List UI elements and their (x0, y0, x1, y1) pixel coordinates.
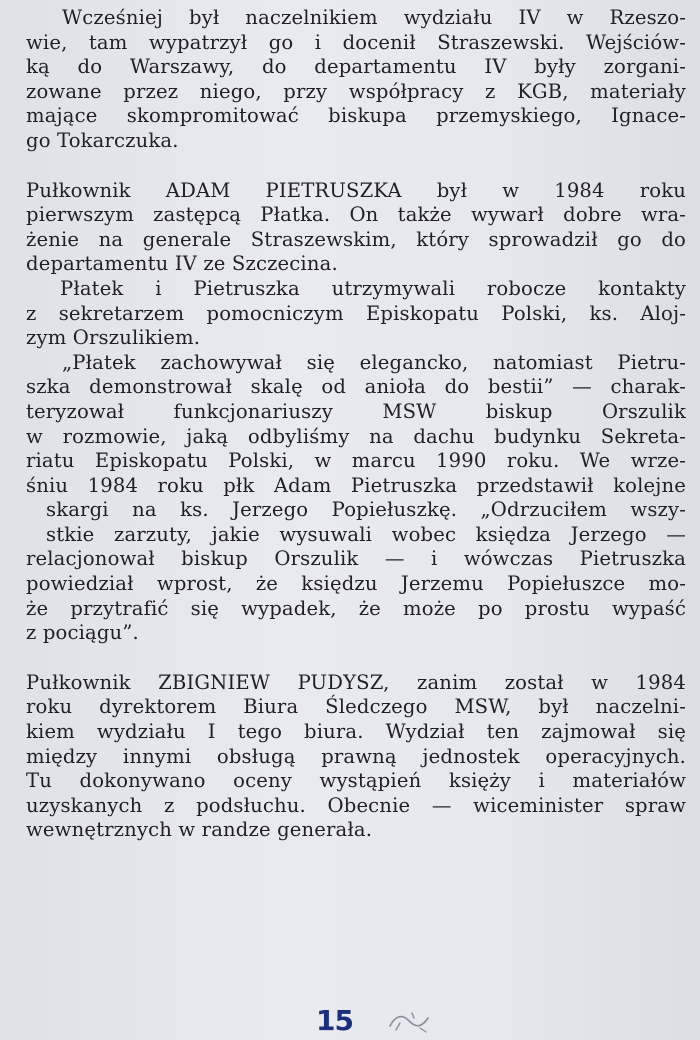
text-line: ką do Warszawy, do departamentu IV były zorgani- (26, 55, 686, 79)
text-line: riatu Episkopatu Polski, w marcu 1990 roku. We wrze- (26, 449, 686, 473)
text-line: powiedział wprost, że księdzu Jerzemu Popiełuszce mo- (26, 572, 686, 596)
text-line: „Płatek zachowywał się elegancko, natomiast Pietru- (62, 350, 686, 374)
text-line: Tu dokonywano oceny wystąpień księży i materiałów (26, 769, 686, 793)
text-line: go Tokarczuka. (26, 128, 179, 152)
text-line: śniu 1984 roku płk Adam Pietruszka przedstawił kolejne (26, 473, 686, 497)
paragraph-contacts (26, 277, 686, 351)
text-line: z pociągu”. (26, 621, 139, 645)
paragraph-pietruszka (26, 179, 686, 277)
paragraph-gap (26, 646, 686, 671)
text-line: wewnętrznych w randze generała. (26, 818, 373, 842)
text-line: wie, tam wypatrzył go i docenił Straszewski. Wejściów- (26, 30, 686, 54)
text-line: w rozmowie, jaką odbyliśmy na dachu budynku Sekreta- (26, 424, 686, 448)
paragraph-biography-intro (26, 6, 686, 154)
text-line: skargi na ks. Jerzego Popiełuszkę. „Odrzuciłem wszy- (46, 498, 686, 522)
text-line: relacjonował biskup Orszulik — i wówczas Pietruszka (26, 547, 686, 571)
text-line: uzyskanych z podsłuchu. Obecnie — wiceminister spraw (26, 793, 686, 817)
pencil-scribble-icon (386, 1008, 432, 1036)
text-line: szka demonstrował skalę od anioła do bestii” — charak- (26, 375, 686, 399)
text-line: mające skompromitować biskupa przemyskiego, Ignace- (26, 104, 686, 128)
paragraph-orszulik-quote (26, 351, 686, 646)
text-line: że przytrafić się wypadek, że może po prostu wypaść (26, 596, 686, 620)
text-line: żenie na generale Straszewskim, który sprowadził go do (26, 227, 686, 251)
text-line: stkie zarzuty, jakie wysuwali wobec księdza Jerzego — (46, 522, 686, 546)
text-line: zym Orszulikiem. (26, 326, 201, 350)
text-line: zowane przez niego, przy współpracy z KGB, materiały (26, 79, 686, 103)
text-line: kiem wydziału I tego biura. Wydział ten zajmował się (26, 720, 686, 744)
paragraph-pudysz (26, 671, 686, 843)
text-line: z sekretarzem pomocniczym Episkopatu Polski, ks. Aloj- (26, 301, 686, 325)
text-line: teryzował funkcjonariuszy MSW biskup Orszulik (26, 399, 686, 423)
text-line: Płatek i Pietruszka utrzymywali robocze kontakty (60, 276, 686, 300)
text-line: między innymi obsługą prawną jednostek operacyjnych. (26, 744, 686, 768)
text-line: Pułkownik ZBIGNIEW PUDYSZ, zanim został w 1984 (26, 670, 686, 694)
text-line: pierwszym zastępcą Płatka. On także wywarł dobre wra- (26, 203, 686, 227)
paragraph-gap (26, 154, 686, 179)
text-line: departamentu IV ze Szczecina. (26, 252, 338, 276)
text-line: Pułkownik ADAM PIETRUSZKA był w 1984 roku (26, 178, 686, 202)
text-line: Wcześniej był naczelnikiem wydziału IV w Rzeszo- (62, 6, 686, 29)
text-line: roku dyrektorem Biura Śledczego MSW, był naczelni- (26, 695, 686, 719)
page-number: 15 (316, 1004, 353, 1037)
